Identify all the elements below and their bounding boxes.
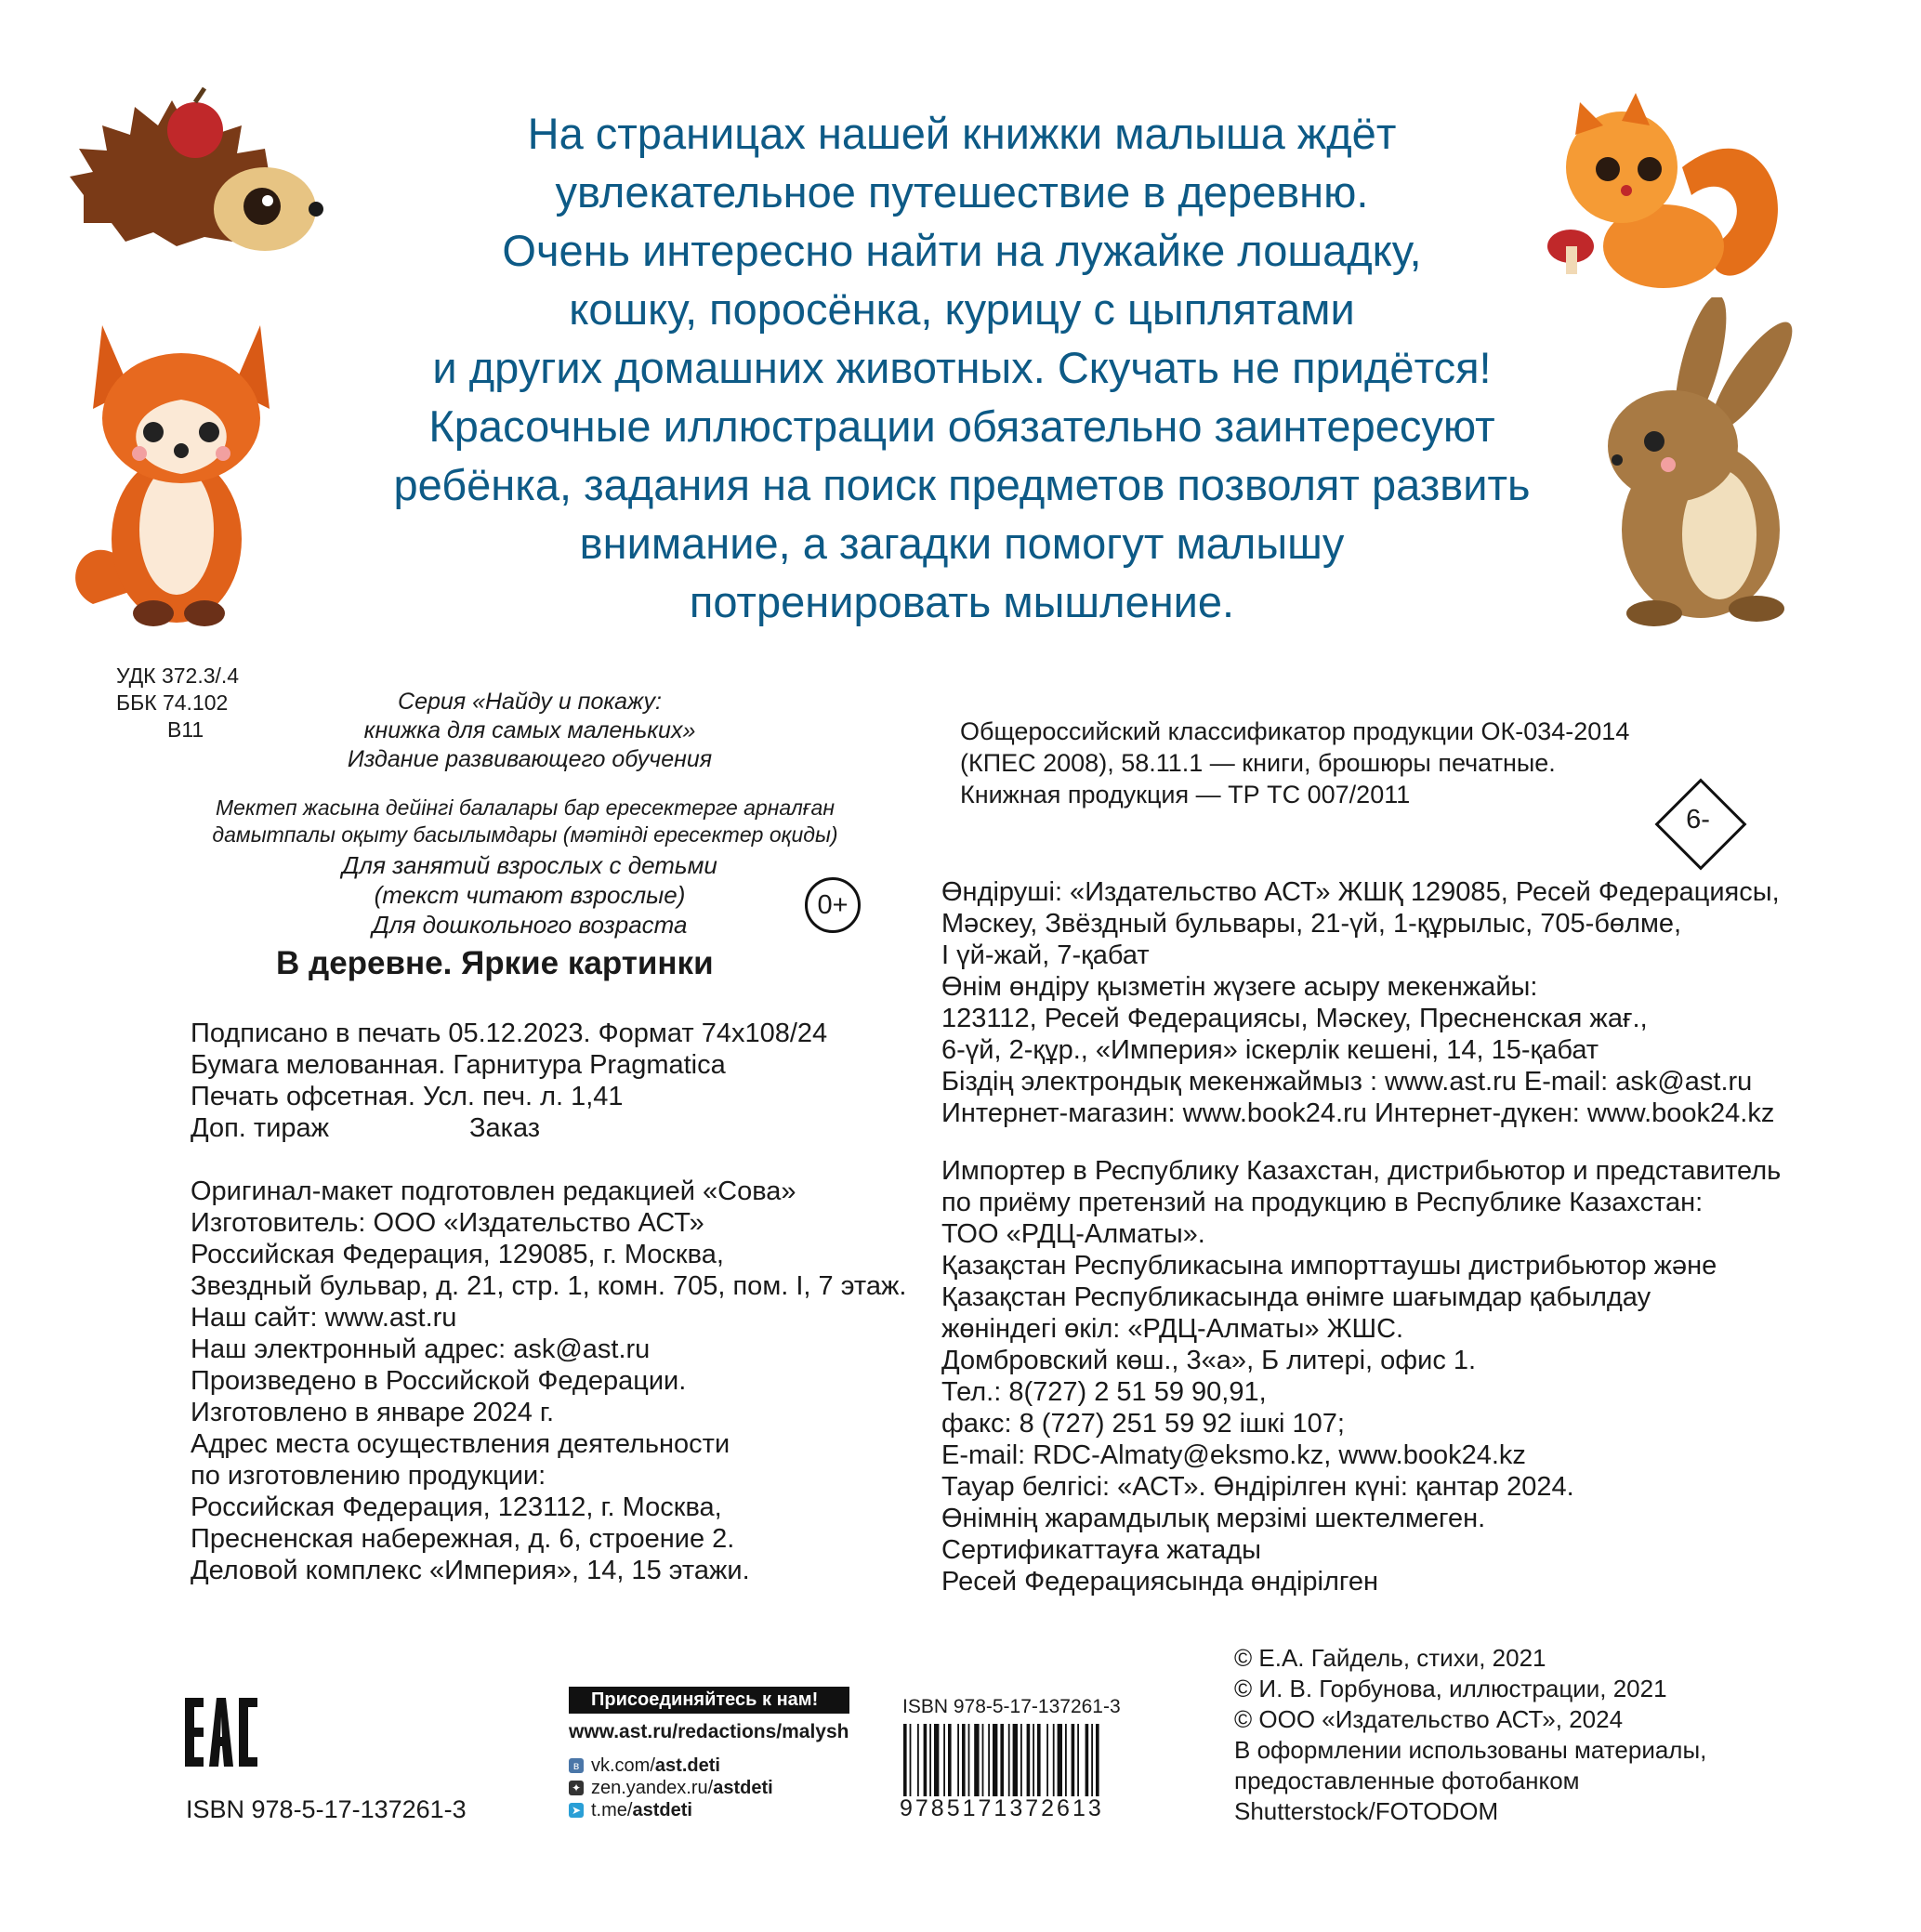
join-url[interactable]: www.ast.ru/redactions/malysh [569,1721,849,1742]
kz-importer-line: факс: 8 (727) 251 59 92 ішкі 107; [941,1409,1345,1439]
bbk-code: ББК 74.102 [116,690,229,715]
kz-importer-line: Тел.: 8(727) 2 51 59 90,91, [941,1377,1267,1407]
join-block [569,1687,849,1821]
kz-importer-line: Сертификаттауға жатады [941,1535,1261,1565]
social-link-telegram[interactable]: ➤ t.me/astdeti [569,1799,849,1821]
kz-importer-info [941,1155,1781,1597]
barcode-bar [934,1724,939,1796]
barcode-bar [1000,1724,1004,1796]
barcode-bar [1058,1724,1062,1796]
kz-importer-line: жөніндегі өкіл: «РДЦ-Алматы» ЖШС. [941,1314,1404,1344]
kz-producer-line: Өнім өндіру қызметін жүзеге асыру мекенжайы: [941,972,1538,1002]
blurb-line: Красочные иллюстрации обязательно заинтересуют [428,401,1495,451]
kz-producer-info [941,876,1780,1129]
barcode-bar [929,1724,931,1796]
publisher-ru [191,1176,906,1586]
blurb-line: внимание, а загадки помогут малышу [579,519,1345,568]
publisher-line: по изготовлению продукции: [191,1461,546,1491]
copyright-line: © И. В. Горбунова, иллюстрации, 2021 [1234,1675,1667,1702]
kz-producer-line: Өндіруші: «Издательство АСТ» ЖШҚ 129085, Ресей Федерациясы, [941,877,1780,907]
age-rating-badge: 0+ [805,877,861,933]
author-code: В11 [167,717,204,742]
copyright-info [1234,1643,1706,1827]
barcode-block [900,1696,1132,1822]
print-run-row [191,1112,827,1144]
print-info [191,1018,827,1144]
fox-illustration [65,307,288,632]
kazakh-note-line: Мектеп жасына дейінгі балалары бар ересектерге арналған [215,795,836,820]
series-info [297,688,762,774]
copyright-line: © ООО «Издательство АСТ», 2024 [1234,1705,1624,1733]
zen-icon: ✦ [569,1781,584,1795]
kz-importer-line: Қазақстан Республикасына импорттаушы дистрибьютор және [941,1251,1717,1281]
series-line: Издание развивающего обучения [347,746,713,772]
publisher-line: Изготовитель: ООО «Издательство АСТ» [191,1208,704,1238]
classifier-line: Книжная продукция — ТР ТС 007/2011 [960,781,1411,808]
blurb-line: увлекательное путешествие в деревню. [555,167,1369,217]
kz-importer-line: Өнімнің жарамдылық мерзімі шектелмеген. [941,1504,1486,1533]
blurb-line: кошку, поросёнка, курицу с цыплятами [569,284,1355,334]
telegram-icon: ➤ [569,1803,584,1818]
barcode-bar [993,1724,997,1796]
kz-producer-line: 6-үй, 2-құр., «Империя» іскерлік кешені, 14, 15-қабат [941,1035,1599,1065]
barcode-bar [1046,1724,1048,1796]
kz-producer-line: I үй-жай, 7-қабат [941,940,1150,970]
isbn-left: ISBN 978-5-17-137261-3 [186,1795,467,1823]
classifier-line: Общероссийский классификатор продукции ОК-034-2014 [960,717,1630,745]
copyright-line: В оформлении использованы материалы, [1234,1736,1707,1764]
publisher-line: Произведено в Российской Федерации. [191,1366,687,1396]
barcode-bar [1096,1724,1099,1796]
audience-line: Для занятий взрослых с детьми [342,851,717,879]
barcode-bar [943,1724,945,1796]
barcode-bar [924,1724,928,1796]
classifier-info [960,716,1629,810]
barcode-bar [1027,1724,1031,1796]
kz-producer-line: Мәскеу, Звёздный бульвары, 21-үй, 1-құрылыс, 705-бөлме, [941,909,1682,939]
barcode-bar [968,1724,970,1796]
publisher-line: Оригинал-макет подготовлен редакцией «Сова» [191,1176,796,1206]
audience-info [297,850,762,940]
blurb-line: Очень интересно найти на лужайке лошадку, [502,226,1422,275]
kz-importer-line: ТОО «РДЦ-Алматы». [941,1219,1205,1249]
barcode-bar [903,1724,907,1796]
barcode-digits: 9785171372613 [900,1795,1104,1821]
audience-line: Для дошкольного возраста [372,911,688,939]
kz-producer-line: Біздің электрондық мекенжаймыз : www.ast.ru E-mail: ask@ast.ru [941,1067,1753,1097]
barcode-bar [917,1724,919,1796]
blurb-line: На страницах нашей книжки малыша ждёт [527,109,1397,158]
eac-certification-icon [183,1694,259,1770]
barcode-icon [900,1724,1132,1796]
kz-importer-line: Импортер в Республику Казахстан, дистрибьютор и представитель [941,1156,1782,1186]
kz-importer-line: Ресей Федерациясында өндірілген [941,1567,1378,1597]
blurb-line: и других домашних животных. Скучать не придётся! [432,343,1492,392]
kz-importer-line: Домбровский көш., 3«а», Б литері, офис 1. [941,1346,1477,1375]
series-line: книжка для самых маленьких» [363,717,696,743]
barcode-bar [948,1724,952,1796]
print-line: Печать офсетная. Усл. печ. л. 1,41 [191,1082,624,1111]
barcode-bar [1020,1724,1022,1796]
social-link-vk[interactable]: в vk.com/ast.deti [569,1755,849,1777]
kz-producer-line: 123112, Ресей Федерациясы, Мәскеу, Пресненская жағ., [941,1004,1648,1033]
barcode-bar [1077,1724,1079,1796]
copyright-line: Shutterstock/FOTODOM [1234,1797,1499,1825]
publisher-line: Наш электронный адрес: ask@ast.ru [191,1334,651,1364]
barcode-bar [982,1724,984,1796]
join-label: Присоединяйтесь к нам! [569,1687,849,1714]
kz-importer-line: Тауар белгісі: «АСТ». Өндірілген күні: қантар 2024. [941,1472,1574,1502]
publisher-line: Наш сайт: www.ast.ru [191,1303,457,1333]
barcode-bar [1091,1724,1093,1796]
kz-importer-line: Қазақстан Республикасында өнімге шағымдар қабылдау [941,1282,1651,1312]
series-line: Серия «Найду и покажу: [398,689,662,715]
barcode-isbn: ISBN 978-5-17-137261-3 [902,1696,1121,1717]
udk-code: УДК 372.3/.4 [116,664,240,688]
rabbit-illustration [1580,297,1822,632]
publisher-line: Российская Федерация, 129085, г. Москва, [191,1240,724,1269]
audience-line: (текст читают взрослые) [374,881,686,909]
copyright-line: предоставленные фотобанком [1234,1767,1580,1794]
publisher-line: Деловой комплекс «Империя», 14, 15 этажи. [191,1556,750,1585]
blurb-line: ребёнка, задания на поиск предметов позволят развить [393,460,1531,509]
barcode-bar [1085,1724,1089,1796]
publisher-line: Изготовлено в январе 2024 г. [191,1398,555,1427]
copyright-line: © Е.А. Гайдель, стихи, 2021 [1234,1644,1546,1672]
social-link-zen[interactable]: ✦ zen.yandex.ru/astdeti [569,1777,849,1799]
barcode-bar [1033,1724,1034,1796]
print-line: Бумага мелованная. Гарнитура Pragmatica [191,1050,726,1080]
barcode-bar [988,1724,990,1796]
publisher-line: Адрес места осуществления деятельности [191,1429,730,1459]
book-title: В деревне. Яркие картинки [276,945,714,981]
kz-importer-line: E-mail: RDC-Almaty@eksmo.kz, www.book24.kz [941,1440,1526,1470]
library-codes [116,663,239,743]
barcode-bar [1013,1724,1018,1796]
barcode-bar [957,1724,959,1796]
barcode-bar [910,1724,912,1796]
publisher-line: Пресненская набережная, д. 6, строение 2. [191,1524,735,1554]
barcode-bar [1065,1724,1067,1796]
age-diamond-label: 6- [1686,805,1710,835]
barcode-bar [974,1724,979,1796]
hedgehog-illustration [65,84,325,269]
book-blurb [335,104,1589,631]
publisher-line: Звездный бульвар, д. 21, стр. 1, комн. 705, пом. I, 7 этаж. [191,1271,907,1301]
classifier-line: (КПЕС 2008), 58.11.1 — книги, брошюры печатные. [960,749,1556,777]
kazakh-note-line: дамытпалы оқыту басылымдары (мәтінді ересектер оқиды) [212,822,838,847]
barcode-bar [1053,1724,1055,1796]
print-line: Подписано в печать 05.12.2023. Формат 74x108/24 [191,1019,828,1048]
blurb-line: потренировать мышление. [689,577,1235,626]
barcode-bar [962,1724,966,1796]
dop-tirazh: Доп. тираж [191,1113,330,1143]
kazakh-note [167,795,883,848]
barcode-bar [1072,1724,1075,1796]
publisher-line: Российская Федерация, 123112, г. Москва, [191,1492,722,1522]
kz-importer-line: по приёму претензий на продукцию в Республике Казахстан: [941,1188,1704,1217]
barcode-bar [1037,1724,1041,1796]
barcode-bar [1008,1724,1010,1796]
zakaz: Заказ [469,1113,541,1143]
kz-producer-line: Интернет-магазин: www.book24.ru Интернет-дүкен: www.book24.kz [941,1098,1775,1128]
vk-icon: в [569,1758,584,1773]
